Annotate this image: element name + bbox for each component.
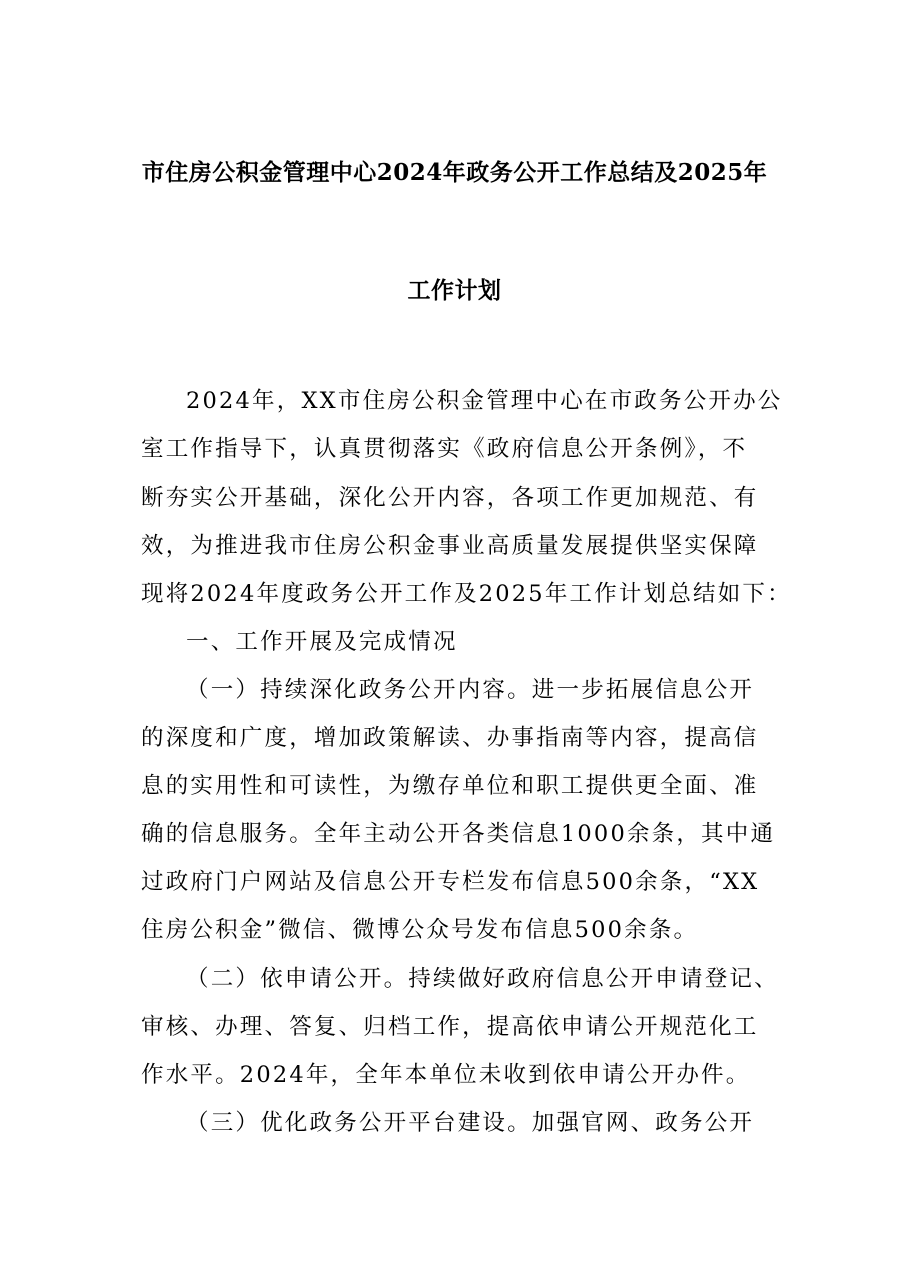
paragraph-line: 现将2024年度政务公开工作及2025年工作计划总结如下： bbox=[141, 581, 792, 607]
paragraph-line: 审核、办理、答复、归档工作，提高依申请公开规范化工 bbox=[141, 1014, 759, 1040]
paragraph-line: 息的实用性和可读性，为缴存单位和职工提供更全面、准 bbox=[141, 773, 759, 799]
paragraph-line: （三）优化政务公开平台建设。加强官网、政务公开 bbox=[186, 1110, 755, 1136]
paragraph-line: 作水平。2024年，全年本单位未收到依申请公开办件。 bbox=[141, 1062, 751, 1088]
paragraph-line: （二）依申请公开。持续做好政府信息公开申请登记、 bbox=[186, 966, 779, 992]
paragraph-line: 2024年，XX市住房公积金管理中心在市政务公开办公 bbox=[186, 388, 783, 414]
paragraph-line: 确的信息服务。全年主动公开各类信息1000余条，其中通 bbox=[141, 821, 776, 847]
paragraph-line: （一）持续深化政务公开内容。进一步拓展信息公开 bbox=[186, 677, 755, 703]
document-title-line-2: 工作计划 bbox=[407, 277, 502, 304]
paragraph-line: 室工作指导下，认真贯彻落实《政府信息公开条例》，不 bbox=[141, 436, 748, 462]
paragraph-line: 过政府门户网站及信息公开专栏发布信息500余条，“XX bbox=[141, 869, 760, 895]
section-heading: 一、工作开展及完成情况 bbox=[186, 629, 458, 655]
paragraph-line: 住房公积金”微信、微博公众号发布信息500余条。 bbox=[141, 917, 699, 943]
paragraph-line: 效，为推进我市住房公积金事业高质量发展提供坚实保障 bbox=[141, 533, 759, 559]
document-title-line-1: 市住房公积金管理中心2024年政务公开工作总结及2025年 bbox=[141, 159, 768, 186]
paragraph-line: 的深度和广度，增加政策解读、办事指南等内容，提高信 bbox=[141, 725, 759, 751]
paragraph-line: 断夯实公开基础，深化公开内容，各项工作更加规范、有 bbox=[141, 485, 759, 511]
